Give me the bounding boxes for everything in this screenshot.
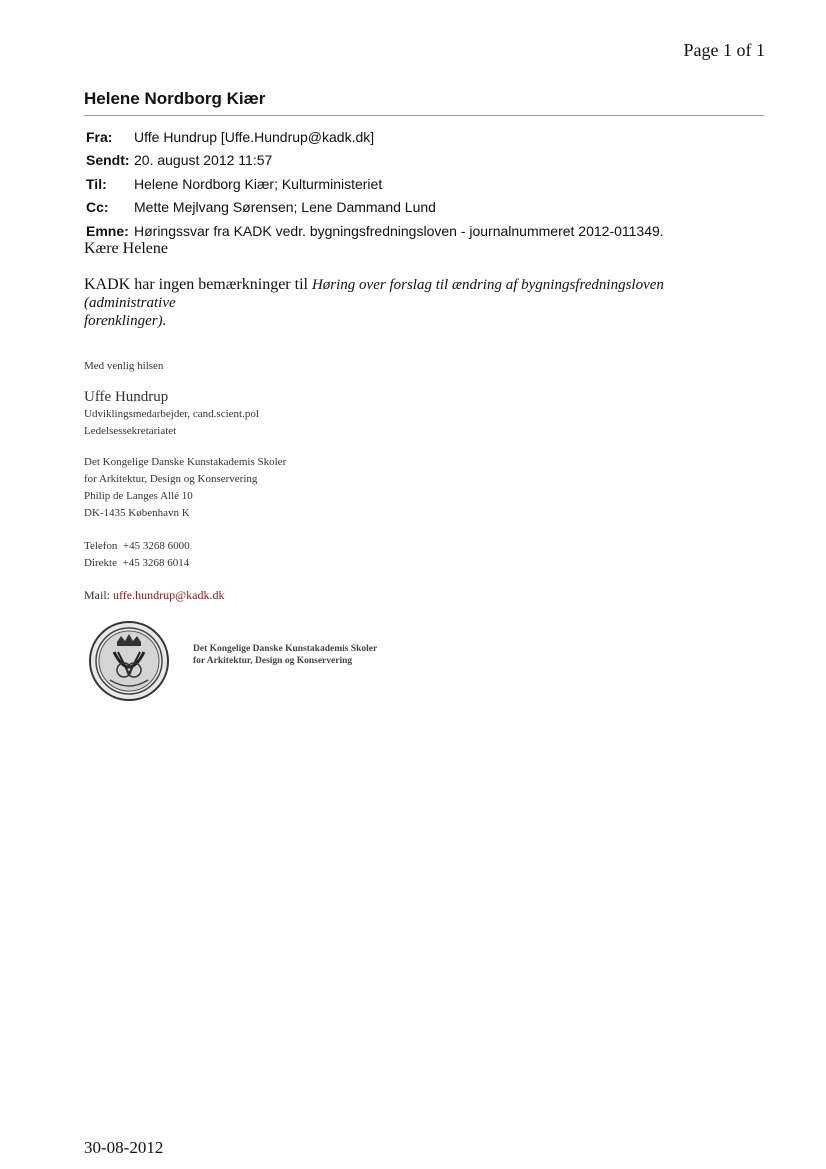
- mail-line: [84, 588, 224, 603]
- body-italic-line2: (administrative: [84, 295, 176, 311]
- org-street: Philip de Langes Allé 10: [84, 490, 193, 502]
- header-subject: [86, 219, 664, 243]
- academy-logo-text: [193, 643, 377, 667]
- message-body: [84, 276, 764, 330]
- signature-title: [84, 406, 259, 440]
- header-subject-label: Emne:: [86, 222, 129, 239]
- organization-address: [84, 454, 286, 522]
- contact-info: [84, 538, 190, 572]
- page-number: Page 1 of 1: [683, 40, 765, 60]
- email-header: [86, 125, 664, 243]
- header-to-label: Til:: [86, 175, 107, 192]
- header-from-value: Uffe Hundrup [Uffe.Hundrup@kadk.dk]: [134, 128, 375, 145]
- header-from-label: Fra:: [86, 128, 113, 145]
- header-cc-value: Mette Mejlvang Sørensen; Lene Dammand Lund: [134, 199, 436, 216]
- header-to: [86, 172, 664, 196]
- signature-name: Uffe Hundrup: [84, 389, 169, 405]
- academy-seal-icon: [88, 620, 170, 702]
- header-sent: [86, 149, 664, 173]
- body-intro: KADK har ingen bemærkninger til: [84, 276, 312, 293]
- body-italic-line3: forenklinger).: [84, 313, 167, 329]
- header-subject-value: Høringssvar fra KADK vedr. bygningsfredningsloven - journalnummeret 2012-011349.: [134, 222, 664, 239]
- footer-date: 30-08-2012: [84, 1138, 164, 1157]
- mail-label: Mail:: [84, 588, 113, 602]
- closing: Med venlig hilsen: [84, 360, 164, 372]
- header-sent-value: 20. august 2012 11:57: [134, 152, 273, 169]
- direct-line: Direkte +45 3268 6014: [84, 557, 190, 569]
- logo-line-2: for Arkitektur, Design og Konservering: [193, 656, 353, 666]
- header-cc-label: Cc:: [86, 199, 109, 216]
- title-divider: [84, 115, 764, 116]
- logo-line-1: Det Kongelige Danske Kunstakademis Skoler: [193, 644, 378, 654]
- header-from: [86, 125, 664, 149]
- body-italic-line1: Høring over forslag til ændring af bygningsfredningsloven: [311, 277, 664, 293]
- signature-role: Udviklingsmedarbejder, cand.scient.pol: [84, 408, 259, 420]
- header-to-value: Helene Nordborg Kiær; Kulturministeriet: [134, 175, 383, 192]
- header-cc: [86, 196, 664, 220]
- org-line-1: Det Kongelige Danske Kunstakademis Skoler: [84, 456, 287, 468]
- signature-department: Ledelsessekretariatet: [84, 425, 177, 437]
- org-city: DK-1435 København K: [84, 507, 190, 519]
- phone-line: Telefon +45 3268 6000: [84, 540, 190, 552]
- header-sent-label: Sendt:: [86, 152, 130, 169]
- page-title: Helene Nordborg Kiær: [84, 89, 266, 108]
- mail-link[interactable]: uffe.hundrup@kadk.dk: [113, 588, 225, 602]
- org-line-2: for Arkitektur, Design og Konservering: [84, 473, 258, 485]
- greeting: Kære Helene: [84, 240, 168, 257]
